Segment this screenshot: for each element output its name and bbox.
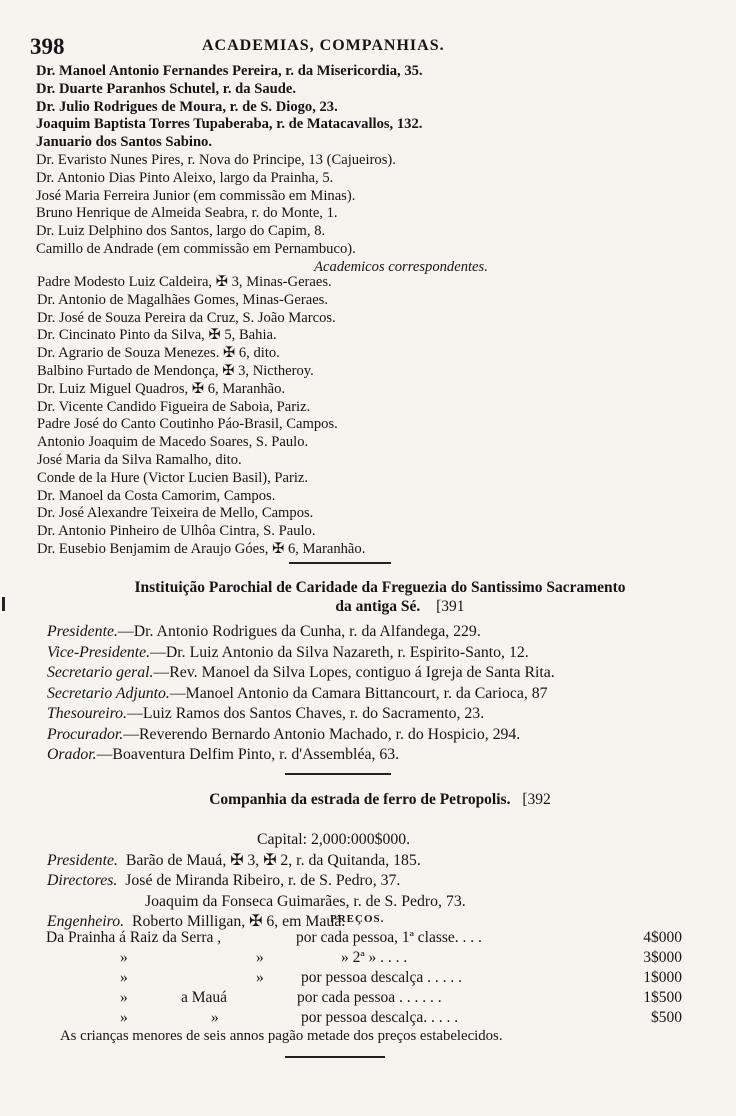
officer-row — [47, 704, 697, 725]
engineer-label: Engenheiro. — [47, 913, 125, 930]
price-value: 4$000 — [643, 929, 682, 946]
correspondent-line: Dr. Agrario de Souza Menezes. ✠ 6, dito. — [37, 345, 280, 362]
director-details: José de Miranda Ribeiro, r. de S. Pedro, 37. — [125, 872, 401, 889]
president-label: Presidente. — [47, 851, 118, 869]
officer-details: —Luiz Ramos dos Santos Chaves, r. do Sacramento, 23. — [127, 705, 485, 722]
correspondent-line: Dr. Antonio Pinheiro de Ulhôa Cintra, S. Paulo. — [37, 523, 316, 540]
correspondent-line: Dr. Cincinato Pinto da Silva, ✠ 5, Bahia. — [37, 327, 277, 344]
officer-row — [47, 622, 697, 643]
officer-details: —Dr. Antonio Rodrigues da Cunha, r. da Alfandega, 229. — [117, 623, 481, 640]
institution-ref: [391 — [436, 598, 465, 615]
railway-title — [100, 790, 660, 809]
officer-row — [47, 684, 697, 705]
price-route: » — [120, 989, 128, 1006]
president-row — [47, 851, 697, 872]
price-route: » — [120, 949, 128, 966]
president-details: Barão de Mauá, ✠ 3, ✠ 2, r. da Quitanda, 185. — [125, 851, 421, 869]
member-line: Dr. Luiz Delphino dos Santos, largo do Capim, 8. — [36, 223, 326, 240]
directors-row — [47, 871, 697, 892]
price-route: » — [120, 1009, 128, 1026]
price-description: por pessoa descalça. . . . . — [301, 1009, 459, 1026]
correspondent-line: José Maria da Silva Ramalho, dito. — [37, 451, 242, 468]
member-line: Januario dos Santos Sabino. — [36, 134, 213, 151]
section-divider — [289, 562, 391, 564]
price-destination: » — [211, 1009, 219, 1026]
institution-officers — [47, 622, 697, 766]
price-row — [46, 989, 682, 1009]
page-header — [30, 34, 530, 58]
price-value: 1$000 — [643, 969, 682, 986]
price-value: 3$000 — [643, 949, 682, 966]
institution-title-line2: da antiga Sé. — [335, 598, 421, 615]
price-row — [46, 949, 682, 969]
officer-details: —Dr. Luiz Antonio da Silva Nazareth, r. Espirito-Santo, 12. — [150, 643, 529, 661]
institution-title-line1: Instituição Parochial de Caridade da Freguezia do Santissimo Sacramento — [134, 579, 626, 596]
capital-row — [47, 830, 697, 851]
running-head: ACADEMIAS, COMPANHIAS. — [202, 37, 445, 54]
correspondent-line: Antonio Joaquim de Macedo Soares, S. Paulo. — [37, 434, 309, 451]
directors-label: Directores. — [47, 872, 118, 889]
member-line: Dr. Antonio Dias Pinto Aleixo, largo da Prainha, 5. — [36, 169, 334, 186]
officer-details: —Boaventura Delfim Pinto, r. d'Assembléa, 63. — [96, 746, 400, 763]
children-fare-note: As crianças menores de seis annos pagão metade dos preços estabelecidos. — [60, 1028, 503, 1044]
railway-name: Companhia da estrada de ferro de Petropolis. — [209, 791, 511, 808]
correspondent-line: Dr. Antonio de Magalhães Gomes, Minas-Geraes. — [37, 291, 328, 308]
railway-capital: Capital: 2,000:000$000. — [257, 831, 411, 848]
price-value: $500 — [651, 1009, 682, 1026]
officer-role: Thesoureiro. — [47, 705, 128, 722]
officer-row — [47, 643, 697, 664]
member-line: Dr. Manoel Antonio Fernandes Pereira, r. da Misericordia, 35. — [36, 63, 423, 79]
officer-details: —Manoel Antonio da Camara Bittancourt, r. da Carioca, 87 — [169, 684, 548, 702]
margin-mark — [2, 597, 5, 611]
price-route: Da Prainha á Raiz da Serra , — [46, 929, 222, 946]
officer-role: Secretario Adjunto. — [47, 684, 170, 702]
member-line: Dr. Evaristo Nunes Pires, r. Nova do Principe, 13 (Cajueiros). — [36, 151, 396, 168]
officer-role: Vice-Presidente. — [47, 643, 151, 661]
correspondent-line: Dr. José de Souza Pereira da Cruz, S. João Marcos. — [37, 309, 336, 326]
officer-row — [47, 725, 697, 746]
director-row — [47, 892, 697, 913]
price-route: » — [120, 969, 128, 986]
correspondent-line: Dr. Vicente Candido Figueira de Saboia, Pariz. — [37, 398, 311, 415]
correspondent-line: Conde de la Hure (Victor Lucien Basil), Pariz. — [37, 469, 309, 486]
prices-label: PREÇOS. — [330, 913, 385, 925]
correspondent-line: Balbino Furtado de Mendonça, ✠ 3, Nictheroy. — [37, 362, 314, 379]
price-description: por cada pessoa, 1ª classe. . . . — [296, 929, 482, 946]
correspondent-line: Padre Modesto Luiz Caldeira, ✠ 3, Minas-Geraes. — [37, 274, 332, 290]
member-line: Bruno Henrique de Almeida Seabra, r. do Monte, 1. — [36, 205, 338, 222]
correspondent-line: Dr. José Alexandre Teixeira de Mello, Campos. — [37, 505, 314, 522]
correspondent-line: Dr. Manoel da Costa Camorim, Campos. — [37, 487, 276, 504]
price-description: por cada pessoa . . . . . . — [297, 989, 442, 1006]
price-destination: » — [256, 969, 264, 986]
member-line: Dr. Duarte Paranhos Schutel, r. da Saude. — [36, 80, 297, 97]
price-row — [46, 929, 682, 949]
institution-title — [60, 578, 700, 616]
correspondents-list — [37, 274, 637, 559]
institution-title-line2-wrap — [60, 597, 700, 616]
officer-row — [47, 745, 697, 766]
officer-role: Presidente. — [47, 623, 118, 640]
member-line: Dr. Julio Rodrigues de Moura, r. de S. Diogo, 23. — [36, 98, 338, 115]
correspondent-line: Dr. Luiz Miguel Quadros, ✠ 6, Maranhão. — [37, 380, 286, 397]
officer-role: Secretario geral. — [47, 664, 154, 681]
officer-role: Orador. — [47, 746, 97, 763]
member-line: José Maria Ferreira Junior (em commissão em Minas). — [36, 187, 356, 204]
correspondent-line: Dr. Eusebio Benjamim de Araujo Góes, ✠ 6, Maranhão. — [37, 540, 366, 557]
price-row — [46, 969, 682, 989]
price-row — [46, 1009, 682, 1029]
correspondents-title: Academicos correspondentes. — [314, 258, 488, 275]
section-divider — [285, 773, 391, 775]
section-divider — [285, 1056, 385, 1058]
price-destination: » — [256, 949, 264, 966]
engineer-details: Roberto Milligan, ✠ 6, em Mauá. — [131, 913, 346, 930]
page-number: 398 — [30, 34, 65, 59]
academy-member-list — [36, 63, 636, 277]
officer-details: —Rev. Manoel da Silva Lopes, contiguo á Igreja de Santa Rita. — [153, 664, 555, 681]
member-line: Camillo de Andrade (em commissão em Pernambuco). — [36, 240, 356, 257]
member-line: Joaquim Baptista Torres Tupaberaba, r. de Matacavallos, 132. — [36, 116, 423, 133]
price-value: 1$500 — [643, 989, 682, 1006]
officer-details: —Reverendo Bernardo Antonio Machado, r. do Hospicio, 294. — [123, 725, 521, 743]
railway-ref: [392 — [522, 791, 551, 808]
director-details: Joaquim da Fonseca Guimarães, r. de S. Pedro, 73. — [145, 892, 466, 910]
correspondent-line: Padre José do Canto Coutinho Páo-Brasil, Campos. — [37, 416, 338, 433]
price-description: » 2ª » . . . . — [341, 949, 408, 966]
price-description: por pessoa descalça . . . . . — [301, 969, 462, 986]
price-destination: a Mauá — [181, 989, 228, 1006]
officer-role: Procurador. — [47, 725, 124, 743]
officer-row — [47, 663, 697, 684]
